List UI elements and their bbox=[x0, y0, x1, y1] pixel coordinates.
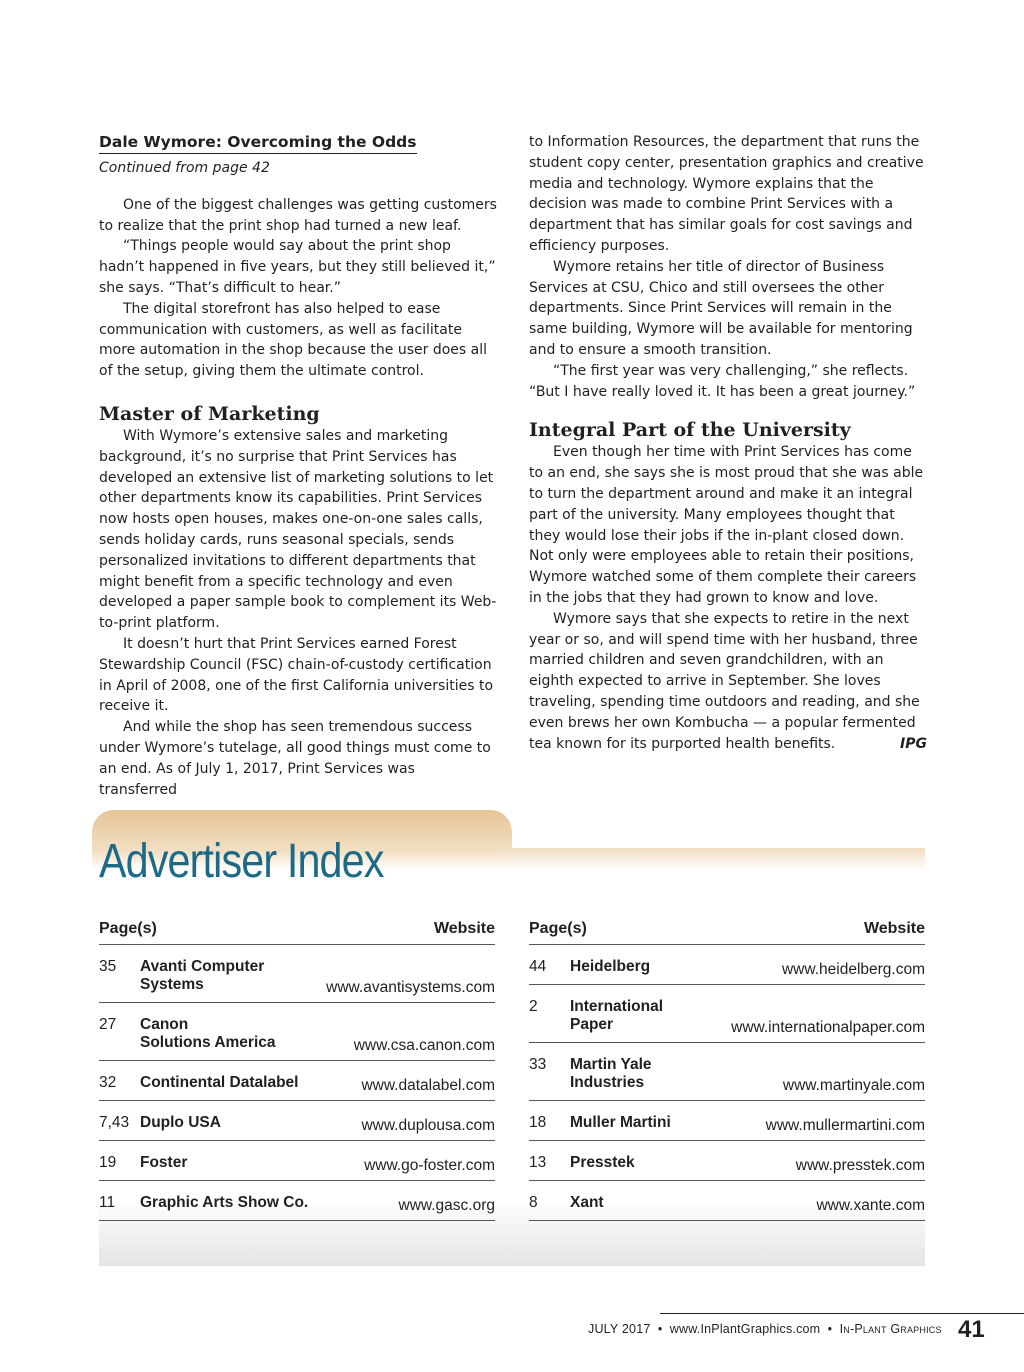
pages-column-label: Page(s) bbox=[99, 920, 157, 937]
index-row bbox=[99, 1101, 495, 1141]
subhead-integral-part: Integral Part of the University bbox=[529, 419, 851, 442]
index-header-row bbox=[529, 918, 925, 945]
advertiser-website[interactable]: www.xante.com bbox=[816, 1197, 925, 1214]
index-page: 32 bbox=[99, 1074, 117, 1091]
advertiser-website[interactable]: www.duplousa.com bbox=[361, 1117, 495, 1134]
footer-issue: JULY 2017 bbox=[588, 1322, 651, 1336]
index-row bbox=[99, 1003, 495, 1061]
index-row bbox=[99, 945, 495, 1003]
index-page: 33 bbox=[529, 1056, 547, 1073]
index-row bbox=[99, 1181, 495, 1221]
footer-site-link[interactable]: www.InPlantGraphics.com bbox=[669, 1322, 821, 1336]
page-number: 41 bbox=[958, 1316, 985, 1343]
advertiser-website[interactable]: www.heidelberg.com bbox=[781, 961, 925, 978]
index-page: 18 bbox=[529, 1114, 547, 1131]
advertiser-name: Martin Yale Industries bbox=[570, 1056, 652, 1091]
index-page: 44 bbox=[529, 958, 547, 975]
advertiser-website[interactable]: www.csa.canon.com bbox=[353, 1037, 495, 1054]
advertiser-name: Presstek bbox=[570, 1154, 635, 1171]
footer-bullet: • bbox=[657, 1322, 663, 1336]
footer-publication: In-Plant Graphics bbox=[839, 1322, 942, 1336]
advertiser-name: Foster bbox=[140, 1154, 188, 1171]
paragraph: With Wymore’s extensive sales and marketing background, it’s no surprise that Print Services has developed an extensive list of marketing solutions to let other departments know its capabilities. Print Services now hosts open houses, makes one-on-one sales calls, sends holiday cards, runs seasonal specials, sends personalized invitations to different departments that might benefit from a specific technology and even developed a paper sample book to complement its Web-to-print platform. bbox=[99, 427, 497, 632]
advertiser-website[interactable]: www.internationalpaper.com bbox=[731, 1019, 925, 1036]
index-row bbox=[529, 1043, 925, 1101]
footer-rule bbox=[660, 1313, 1024, 1314]
advertiser-name: Continental Datalabel bbox=[140, 1074, 299, 1091]
index-row bbox=[529, 945, 925, 985]
advertiser-website[interactable]: www.datalabel.com bbox=[361, 1077, 495, 1094]
article-column-right bbox=[529, 132, 927, 754]
index-page: 35 bbox=[99, 958, 117, 975]
index-page: 2 bbox=[529, 998, 538, 1015]
advertiser-website[interactable]: www.mullermartini.com bbox=[765, 1117, 925, 1134]
advertiser-website[interactable]: www.go-foster.com bbox=[364, 1157, 495, 1174]
index-page: 11 bbox=[99, 1194, 116, 1211]
index-row bbox=[99, 1141, 495, 1181]
paragraph: One of the biggest challenges was getting customers to realize that the print shop had turned a new leaf. bbox=[99, 196, 497, 234]
advertiser-name: Heidelberg bbox=[570, 958, 651, 975]
index-page: 8 bbox=[529, 1194, 538, 1211]
page-footer bbox=[588, 1322, 942, 1336]
paragraph-with-signoff bbox=[529, 609, 927, 755]
paragraph-text: Wymore says that she expects to retire in the next year or so, and will spend time with her husband, three married children and seven grandchildren, with an eighth expected to arrive in September. She loves traveling, spending time outdoors and reading, and she even brews her own Kombucha — a popular fermented tea known for its purported health benefits. bbox=[529, 610, 920, 752]
article-kicker-title: Dale Wymore: Overcoming the Odds bbox=[99, 132, 417, 154]
paragraph: Even though her time with Print Services has come to an end, she says she is most proud that she was able to turn the department around and make it an integral part of the university. Many employees thought that they would lose their jobs if the in-plant closed down. Not only were employees able to retain their positions, Wymore watched some of them complete their careers in the jobs that they had grown to know and love. bbox=[529, 444, 924, 606]
index-page: 19 bbox=[99, 1154, 117, 1171]
advertiser-name: Graphic Arts Show Co. bbox=[140, 1194, 309, 1211]
advertiser-name: Avanti Computer Systems bbox=[140, 958, 265, 993]
index-row bbox=[529, 1101, 925, 1141]
advertiser-website[interactable]: www.martinyale.com bbox=[782, 1077, 925, 1094]
index-row bbox=[529, 1181, 925, 1221]
advertiser-index-right bbox=[529, 918, 925, 1221]
advertiser-name: Duplo USA bbox=[140, 1114, 221, 1131]
advertiser-website[interactable]: www.avantisystems.com bbox=[326, 979, 495, 996]
signoff: IPG bbox=[900, 735, 927, 752]
advertiser-name: Muller Martini bbox=[570, 1114, 671, 1131]
paragraph: “Things people would say about the print shop hadn’t happened in five years, but they still believed it,” she says. “That’s difficult to hear.” bbox=[99, 238, 496, 296]
index-header-bar bbox=[500, 848, 925, 870]
index-row bbox=[529, 1141, 925, 1181]
paragraph: The digital storefront has also helped to ease communication with customers, as well as facilitate more automation in the shop because the user does all of the setup, giving them the ultimate control. bbox=[99, 300, 488, 380]
website-column-label: Website bbox=[433, 920, 495, 937]
pages-column-label: Page(s) bbox=[529, 920, 587, 937]
advertiser-index-title: Advertiser Index bbox=[99, 835, 384, 888]
advertiser-website[interactable]: www.gasc.org bbox=[398, 1197, 495, 1214]
index-page: 27 bbox=[99, 1016, 117, 1033]
continued-from-note: Continued from page 42 bbox=[99, 160, 270, 176]
index-row bbox=[99, 1061, 495, 1101]
website-column-label: Website bbox=[863, 920, 925, 937]
index-page: 13 bbox=[529, 1154, 547, 1171]
index-header-row bbox=[99, 918, 495, 945]
paragraph: “The first year was very challenging,” she reflects. “But I have really loved it. It has been a great journey.” bbox=[529, 362, 916, 400]
advertiser-website[interactable]: www.presstek.com bbox=[795, 1157, 925, 1174]
advertiser-name: International Paper bbox=[570, 998, 664, 1033]
paragraph: It doesn’t hurt that Print Services earned Forest Stewardship Council (FSC) chain-of-custody certification in April of 2008, one of the first California universities to receive it. bbox=[99, 635, 494, 715]
subhead-master-of-marketing: Master of Marketing bbox=[99, 402, 320, 425]
paragraph: to Information Resources, the department that runs the student copy center, presentation graphics and creative media and technology. Wymore explains that the decision was made to combine Print Services with a department that has similar goals for cost savings and efficiency purposes. bbox=[529, 134, 924, 254]
article-column-left bbox=[99, 132, 497, 800]
paragraph: And while the shop has seen tremendous success under Wymore’s tutelage, all good things must come to an end. As of July 1, 2017, Print Services was transferred bbox=[99, 719, 491, 798]
paragraph: Wymore retains her title of director of Business Services at CSU, Chico and still oversees the other departments. Since Print Services will remain in the same building, Wymore will be available for mentoring and to ensure a smooth transition. bbox=[529, 258, 913, 358]
index-row bbox=[529, 985, 925, 1043]
footer-bullet: • bbox=[827, 1322, 833, 1336]
advertiser-name: Xant bbox=[570, 1194, 604, 1211]
advertiser-index-left bbox=[99, 918, 495, 1221]
advertiser-name: Canon Solutions America bbox=[140, 1016, 276, 1051]
index-page: 7,43 bbox=[99, 1114, 130, 1131]
